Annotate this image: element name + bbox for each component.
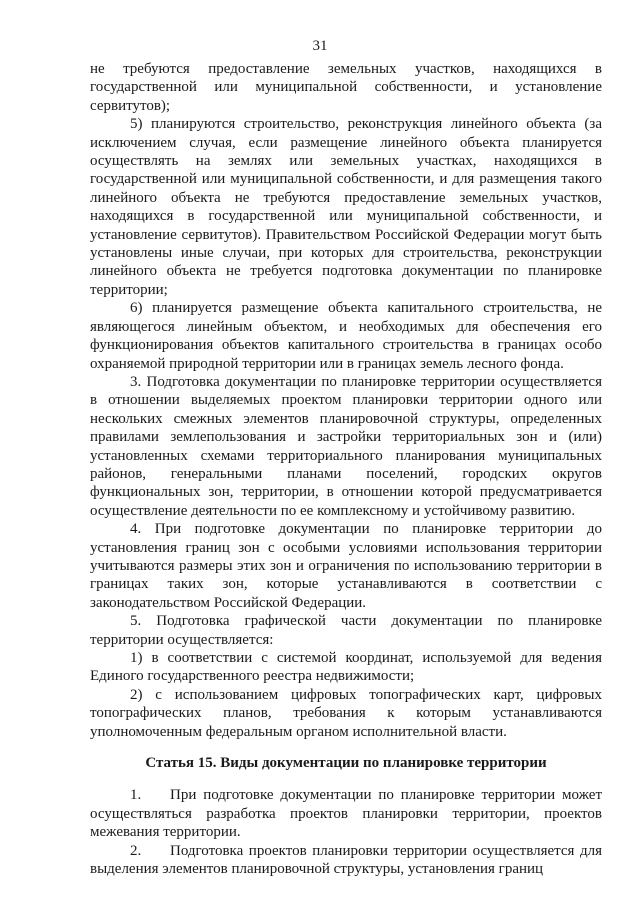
paragraph-text: Подготовка проектов планировки территории осуществляется для выделения элементов планировочной структуры, установления границ — [90, 842, 602, 878]
article-heading: Статья 15. Виды документации по планировке территории — [145, 755, 547, 772]
paragraph-subitem-2: 2) с использованием цифровых топографических карт, цифровых топографических планов, требования к которым устанавливаются уполномоченным федеральным органом исполнительной власти. — [90, 686, 602, 740]
page-number: 31 — [312, 38, 328, 54]
numbered-paragraph-1 — [90, 786, 602, 841]
paragraph-number: 2. — [130, 842, 142, 859]
numbered-paragraph-2 — [90, 842, 602, 879]
paragraph-clause-4: 4. При подготовке документации по планировке территории до установления границ зон с особыми условиями использования территории учитываются размеры этих зон и ограничения по использованию территории в границах таких зон, которые устанавливаются в соответствии с законодательством Российской Федерации. — [90, 521, 602, 611]
paragraph-clause-5: 5. Подготовка графической части документации по планировке территории осуществляется: — [90, 613, 602, 648]
paragraph-item-5: 5) планируются строительство, реконструкция линейного объекта (за исключением случая, если размещение линейного объекта планируется осуществлять на землях или земельных участках, находящихся в государственной или муниципальной собственности, и для размещения такого линейного объекта не требуются предоставление земельных участков, находящихся в государственной или муниципальной собственности, и установление сервитутов). Правительством Российской Федерации могут быть установлены иные случаи, при которых для строительства, реконструкции линейного объекта не требуется подготовка документации по планировке территории; — [90, 116, 602, 298]
paragraph-subitem-1: 1) в соответствии с системой координат, используемой для ведения Единого государственного реестра недвижимости; — [90, 650, 602, 685]
paragraph-number: 1. — [130, 787, 142, 804]
paragraph-clause-3: 3. Подготовка документации по планировке территории осуществляется в отношении выделяемых проектом планировки территории одного или нескольких смежных элементов планировочной структуры, определенных правилами землепользования и застройки территориальных зон и (или) установленных схемами территориального планирования муниципальных районов, генеральными планами поселений, городских округов функциональных зон, территории, в отношении которой предусматривается осуществление деятельности по ее комплексному и устойчивому развитию. — [90, 373, 602, 519]
paragraph-text: При подготовке документации по планировке территории может осуществляться разработка проектов планировки территории, проектов межевания территории. — [90, 787, 602, 841]
document-body — [90, 60, 602, 878]
paragraph-item-6: 6) планируется размещение объекта капитального строительства, не являющегося линейным объектом, и необходимых для обеспечения его функционирования объектов капитального строительства в границах особо охраняемой природной территории или в границах земель лесного фонда. — [90, 300, 602, 372]
paragraph-continuation: не требуются предоставление земельных участков, находящихся в государственной или муниципальной собственности, и установление сервитутов); — [90, 61, 602, 114]
